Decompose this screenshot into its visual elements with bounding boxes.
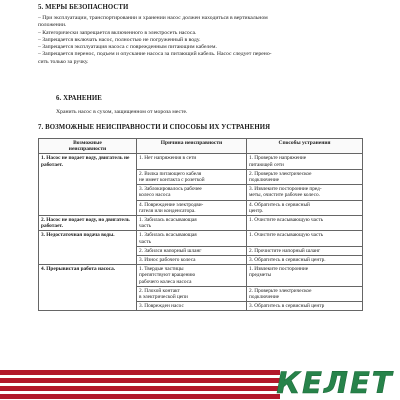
- table-row: [39, 231, 363, 246]
- fault-cell: 4. Прерывистая работа насоса.: [39, 265, 137, 311]
- fix-cell: 3. Извлеките посторонние пред- меты, очистите рабочее колесо.: [247, 185, 363, 200]
- cause-cell: 1. Забилась всасывающая часть: [137, 216, 247, 231]
- brand-logo-text: КЕЛЕТ: [276, 366, 394, 400]
- column-header-cause: Причина неисправности: [137, 139, 247, 154]
- fix-cell: 4. Обратитесь в сервисный центр.: [247, 200, 363, 215]
- fix-cell: 1. Извлеките посторонние предметы: [247, 265, 363, 287]
- column-header-fault: Возможные неисправности: [39, 139, 137, 154]
- safety-line: – При эксплуатации, транспортировании и хранении насос должен находиться в вертикальном: [38, 15, 268, 21]
- fix-cell: 1. Очистите всасывающую часть: [247, 231, 363, 246]
- fix-cell: 1. Очистите всасывающую часть: [247, 216, 363, 231]
- table-header-row: [39, 139, 363, 154]
- stripe: [0, 370, 280, 375]
- safety-line: сить только за ручку.: [38, 58, 89, 65]
- cause-cell: 1. Нет напряжения в сети: [137, 154, 247, 169]
- safety-line: – Категорически запрещается включенного в электросеть насоса.: [38, 29, 197, 36]
- fix-cell: 2. Прочистите напорный шланг: [247, 246, 363, 255]
- fault-cell: 3. Недостаточная подача воды.: [39, 231, 137, 265]
- fix-cell: 2. Проверьте электрическое подключение: [247, 169, 363, 184]
- brand-logo: [276, 368, 394, 398]
- table-row: [39, 216, 363, 231]
- fault-cell: 1. Насос не подает воду, двигатель не работает.: [39, 154, 137, 216]
- cause-cell: 2. Плохой контакт в электрической цепи: [137, 286, 247, 301]
- safety-line: – Запрещается перенос, подъем и опускание насоса за питающий кабель. Насос следует перено-: [38, 51, 272, 58]
- cause-cell: 2. Забился напорный шланг: [137, 246, 247, 255]
- stripe: [0, 378, 280, 383]
- cause-cell: 2. Вилка питающего кабеля не имеет контакта с розеткой: [137, 169, 247, 184]
- stripe: [0, 394, 280, 399]
- safety-text: [38, 15, 272, 66]
- fix-cell: 1. Проверьте напряжение питающей сети: [247, 154, 363, 169]
- faults-table: [38, 138, 363, 311]
- cause-cell: 1. Твердые частицы препятствуют вращению рабочего колеса насоса: [137, 265, 247, 287]
- fix-cell: 3. Обратитесь в сервисный центр.: [247, 256, 363, 265]
- safety-line: – Запрещается эксплуатация насоса с поврежденным питающим кабелем.: [38, 44, 217, 51]
- cause-cell: 3. Заблокировалось рабочее колесо насоса: [137, 185, 247, 200]
- fix-cell: 2. Проверьте электрическое подключение: [247, 286, 363, 301]
- table-row: [39, 154, 363, 169]
- cause-cell: 1. Забилась всасывающая часть: [137, 231, 247, 246]
- safety-line: – Запрещается включать насос, полностью не погруженный в воду.: [38, 36, 201, 43]
- faults-heading: 7. ВОЗМОЖНЫЕ НЕИСПРАВНОСТИ И СПОСОБЫ ИХ УСТРАНЕНИЯ: [38, 124, 271, 131]
- storage-heading: 6. ХРАНЕНИЕ: [56, 95, 102, 102]
- column-header-fix: Способы устранения: [247, 139, 363, 154]
- cause-cell: 4. Повреждение электродви- гателя или конденсатора.: [137, 200, 247, 215]
- safety-line: положении.: [38, 22, 67, 29]
- safety-heading: 5. МЕРЫ БЕЗОПАСНОСТИ: [38, 4, 129, 11]
- cause-cell: 3. Износ рабочего колеса: [137, 256, 247, 265]
- table-row: [39, 265, 363, 287]
- stripe: [0, 386, 280, 391]
- cause-cell: 3. Поврежден насос: [137, 302, 247, 311]
- fix-cell: 3. Обратитесь в сервисный центр: [247, 302, 363, 311]
- fault-cell: 2. Насос не подает воду, но двигатель работает.: [39, 216, 137, 231]
- storage-text: Хранить насос в сухом, защищенном от мороза месте.: [56, 109, 188, 115]
